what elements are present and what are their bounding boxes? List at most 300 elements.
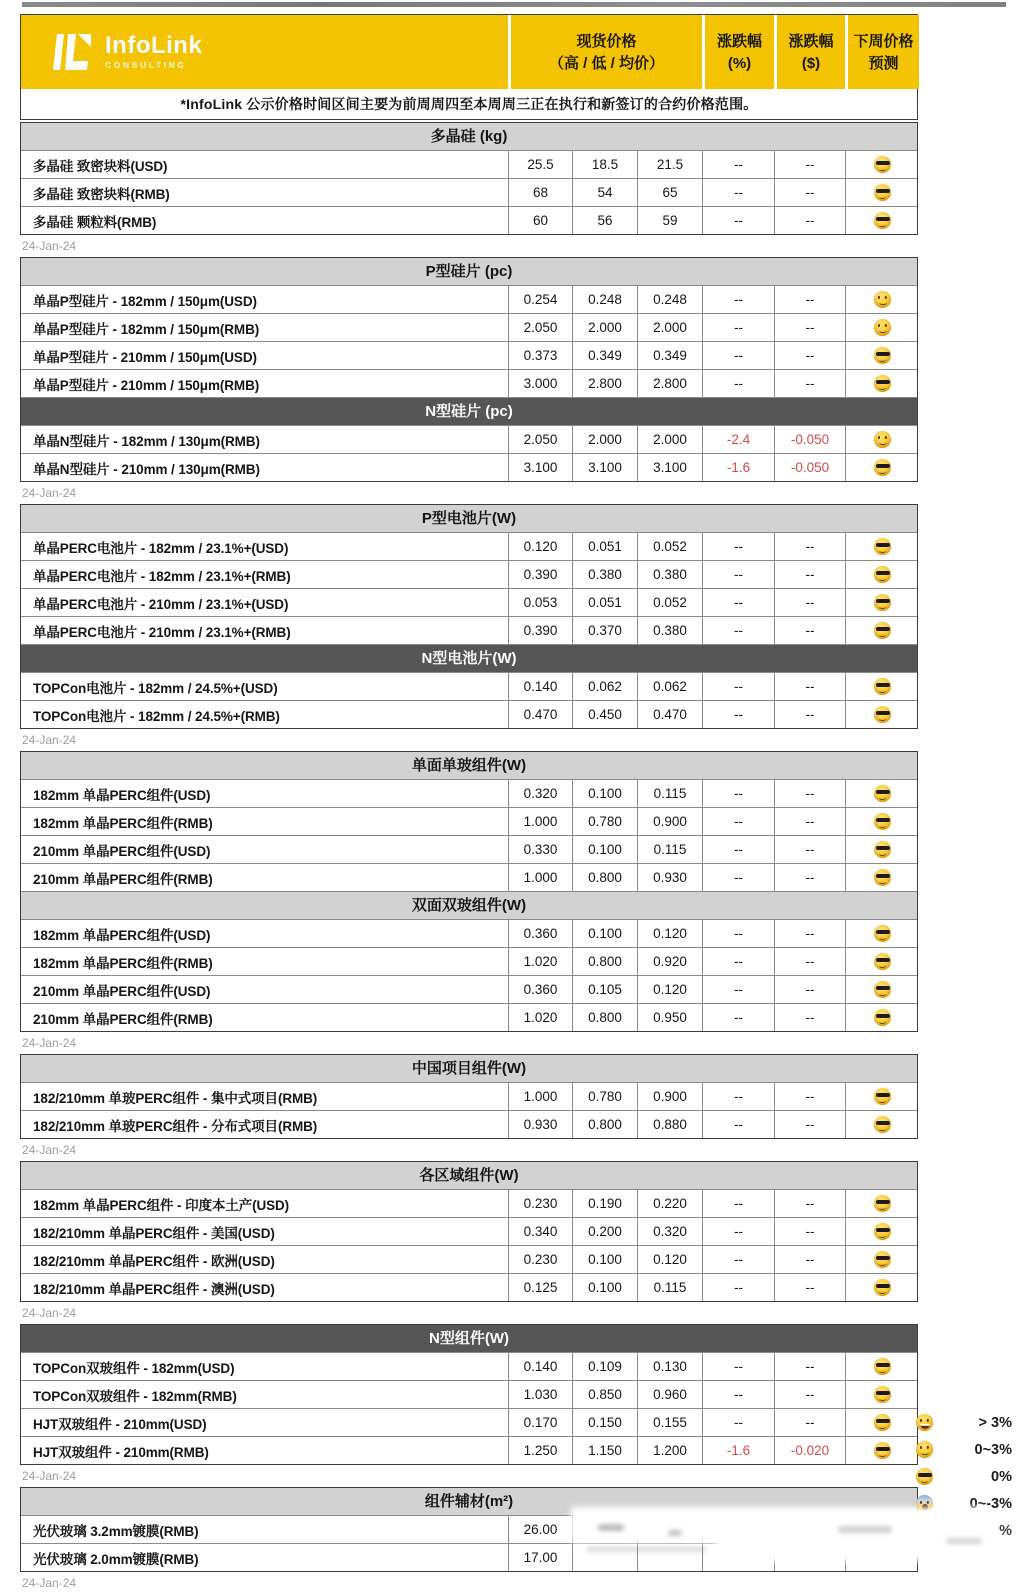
legend-label: 0% bbox=[991, 1468, 1012, 1485]
change-pct-cell: -1.6 bbox=[702, 1437, 774, 1464]
low-price-cell: 0.105 bbox=[572, 976, 637, 1003]
table-row bbox=[21, 1408, 917, 1436]
avg-price-cell: 21.5 bbox=[637, 151, 702, 178]
table-row bbox=[21, 1082, 917, 1110]
brand-name: InfoLink bbox=[105, 32, 203, 60]
forecast-cell bbox=[845, 179, 919, 206]
sunglasses-face-icon bbox=[874, 1279, 891, 1296]
low-price-cell: 0.380 bbox=[572, 561, 637, 588]
forecast-cell bbox=[845, 1218, 919, 1245]
brand-subtitle: CONSULTING bbox=[105, 60, 187, 71]
avg-price-cell: 0.120 bbox=[637, 920, 702, 947]
forecast-cell bbox=[845, 617, 919, 644]
change-abs-cell: -- bbox=[774, 286, 845, 313]
avg-price-cell: 0.380 bbox=[637, 617, 702, 644]
product-name-cell: 182/210mm 单玻PERC组件 - 分布式项目(RMB) bbox=[33, 1118, 318, 1134]
sunglasses-face-icon bbox=[874, 566, 891, 583]
section-header: 中国项目组件(W) bbox=[21, 1055, 917, 1082]
table-row bbox=[21, 779, 917, 807]
low-price-cell: 0.062 bbox=[572, 673, 637, 700]
low-price-cell: 1.150 bbox=[572, 1437, 637, 1464]
low-price-cell: 0.800 bbox=[572, 948, 637, 975]
change-abs-cell: -- bbox=[774, 1083, 845, 1110]
date-stamp: 24-Jan-24 bbox=[22, 733, 77, 747]
product-name-cell: 单晶PERC电池片 - 182mm / 23.1%+(USD) bbox=[33, 540, 289, 556]
low-price-cell: 18.5 bbox=[572, 151, 637, 178]
product-name-cell: TOPCon双玻组件 - 182mm(USD) bbox=[33, 1360, 235, 1376]
high-price-cell: 0.140 bbox=[508, 673, 572, 700]
product-name-cell: 182/210mm 单晶PERC组件 - 美国(USD) bbox=[33, 1225, 275, 1241]
change-abs-cell: -- bbox=[774, 864, 845, 891]
avg-price-cell: 0.920 bbox=[637, 948, 702, 975]
avg-price-cell: 0.950 bbox=[637, 1004, 702, 1031]
change-pct-cell: -- bbox=[702, 1190, 774, 1217]
smile-face-icon bbox=[874, 291, 891, 308]
section-header: N型电池片(W) bbox=[21, 644, 917, 672]
smile-face-icon bbox=[874, 431, 891, 448]
price-period-note: *InfoLink 公示价格时间区间主要为前周周四至本周周三正在执行和新签订的合约价格范围。 bbox=[21, 89, 917, 119]
change-pct-cell: -1.6 bbox=[702, 454, 774, 481]
product-name-cell: 210mm 单晶PERC组件(USD) bbox=[33, 843, 211, 859]
smile-face-icon bbox=[874, 319, 891, 336]
forecast-cell bbox=[845, 1353, 919, 1380]
avg-price-cell: 0.052 bbox=[637, 589, 702, 616]
product-name-cell: 210mm 单晶PERC组件(USD) bbox=[33, 983, 211, 999]
date-stamp: 24-Jan-24 bbox=[22, 1143, 77, 1157]
avg-price-cell: 1.200 bbox=[637, 1437, 702, 1464]
avg-price-cell: 59 bbox=[637, 207, 702, 234]
table-row bbox=[21, 425, 917, 453]
change-pct-cell: -2.4 bbox=[702, 426, 774, 453]
change-pct-cell: -- bbox=[702, 780, 774, 807]
high-price-cell: 0.390 bbox=[508, 617, 572, 644]
forecast-cell bbox=[845, 561, 919, 588]
sunglasses-face-icon bbox=[874, 347, 891, 364]
change-pct-cell: -- bbox=[702, 561, 774, 588]
low-price-cell: 0.100 bbox=[572, 836, 637, 863]
high-price-cell: 1.000 bbox=[508, 808, 572, 835]
product-name-cell: 光伏玻璃 3.2mm镀膜(RMB) bbox=[33, 1523, 199, 1539]
table-row bbox=[21, 532, 917, 560]
change-abs-cell: -- bbox=[774, 808, 845, 835]
change-pct-cell: -- bbox=[702, 286, 774, 313]
low-price-cell: 0.190 bbox=[572, 1190, 637, 1217]
high-price-cell: 0.360 bbox=[508, 920, 572, 947]
product-name-cell: 182mm 单晶PERC组件(USD) bbox=[33, 787, 211, 803]
change-pct-cell: -- bbox=[702, 1409, 774, 1436]
change-abs-cell: -- bbox=[774, 617, 845, 644]
sunglasses-face-icon bbox=[916, 1468, 933, 1485]
change-pct-cell: -- bbox=[702, 1004, 774, 1031]
sunglasses-face-icon bbox=[874, 1414, 891, 1431]
low-price-cell: 3.100 bbox=[572, 454, 637, 481]
change-abs-cell: -- bbox=[774, 948, 845, 975]
avg-price-cell: 0.052 bbox=[637, 533, 702, 560]
price-table bbox=[20, 504, 918, 729]
avg-price-cell: 0.900 bbox=[637, 808, 702, 835]
sunglasses-face-icon bbox=[874, 1195, 891, 1212]
change-pct-cell: -- bbox=[702, 533, 774, 560]
forecast-cell bbox=[845, 673, 919, 700]
high-price-cell: 3.100 bbox=[508, 454, 572, 481]
forecast-cell bbox=[845, 808, 919, 835]
avg-price-cell: 0.115 bbox=[637, 1274, 702, 1301]
sunglasses-face-icon bbox=[874, 1009, 891, 1026]
high-price-cell: 0.320 bbox=[508, 780, 572, 807]
forecast-cell bbox=[845, 151, 919, 178]
product-name-cell: 光伏玻璃 2.0mm镀膜(RMB) bbox=[33, 1551, 199, 1567]
product-name-cell: 单晶PERC电池片 - 182mm / 23.1%+(RMB) bbox=[33, 568, 291, 584]
change-pct-cell: -- bbox=[702, 207, 774, 234]
change-pct-title: 涨跌幅 bbox=[716, 32, 762, 50]
product-name-cell: TOPCon电池片 - 182mm / 24.5%+(USD) bbox=[33, 680, 278, 696]
section-header: 双面双玻组件(W) bbox=[21, 891, 917, 919]
table-row bbox=[21, 835, 917, 863]
forecast-cell bbox=[845, 342, 919, 369]
low-price-cell: 0.800 bbox=[572, 1111, 637, 1138]
change-abs-cell: -- bbox=[774, 589, 845, 616]
header-row bbox=[21, 15, 917, 89]
sunglasses-face-icon bbox=[874, 1116, 891, 1133]
sunglasses-face-icon bbox=[874, 459, 891, 476]
legend-label: > 3% bbox=[978, 1414, 1012, 1431]
forecast-cell bbox=[845, 701, 919, 728]
sunglasses-face-icon bbox=[874, 184, 891, 201]
product-name-cell: 单晶P型硅片 - 210mm / 150μm(RMB) bbox=[33, 377, 260, 393]
product-name-cell: 182mm 单晶PERC组件 - 印度本土产(USD) bbox=[33, 1197, 290, 1213]
change-abs-unit: ($) bbox=[801, 54, 821, 72]
change-pct-cell: -- bbox=[702, 1218, 774, 1245]
sunglasses-face-icon bbox=[874, 706, 891, 723]
change-abs-cell: -- bbox=[774, 1218, 845, 1245]
section-header: 各区域组件(W) bbox=[21, 1162, 917, 1189]
change-pct-cell: -- bbox=[702, 589, 774, 616]
forecast-cell bbox=[845, 533, 919, 560]
forecast-cell bbox=[845, 920, 919, 947]
section-header: 多晶硅 (kg) bbox=[21, 123, 917, 150]
change-pct-cell: -- bbox=[702, 1083, 774, 1110]
forecast-cell bbox=[845, 1381, 919, 1408]
change-abs-cell: -- bbox=[774, 673, 845, 700]
watermark-smudge bbox=[586, 1547, 706, 1552]
high-price-cell: 1.030 bbox=[508, 1381, 572, 1408]
change-abs-cell: -- bbox=[774, 701, 845, 728]
sunglasses-face-icon bbox=[874, 953, 891, 970]
section-header: 组件辅材(m²) bbox=[21, 1488, 917, 1515]
low-price-cell: 56 bbox=[572, 207, 637, 234]
low-price-cell: 0.450 bbox=[572, 701, 637, 728]
smile-face-icon bbox=[916, 1441, 933, 1458]
avg-price-cell: 0.115 bbox=[637, 836, 702, 863]
table-row bbox=[21, 313, 917, 341]
table-row bbox=[21, 1273, 917, 1301]
high-price-cell: 0.360 bbox=[508, 976, 572, 1003]
watermark-smudge bbox=[838, 1526, 892, 1533]
change-abs-cell: -- bbox=[774, 533, 845, 560]
forecast-cell bbox=[845, 1409, 919, 1436]
change-pct-cell: -- bbox=[702, 976, 774, 1003]
table-row bbox=[21, 150, 917, 178]
product-name-cell: 单晶P型硅片 - 210mm / 150μm(USD) bbox=[33, 349, 257, 365]
change-abs-cell: -- bbox=[774, 1190, 845, 1217]
table-row bbox=[21, 285, 917, 313]
product-name-cell: HJT双玻组件 - 210mm(RMB) bbox=[33, 1444, 209, 1460]
avg-price-cell: 0.349 bbox=[637, 342, 702, 369]
forecast-cell bbox=[845, 836, 919, 863]
change-abs-cell: -- bbox=[774, 342, 845, 369]
sunglasses-face-icon bbox=[874, 813, 891, 830]
avg-price-cell: 0.880 bbox=[637, 1111, 702, 1138]
price-table bbox=[20, 751, 918, 1032]
sunglasses-face-icon bbox=[874, 1386, 891, 1403]
table-row bbox=[21, 453, 917, 481]
change-abs-cell: -- bbox=[774, 1246, 845, 1273]
change-abs-cell: -0.050 bbox=[774, 426, 845, 453]
table-row bbox=[21, 672, 917, 700]
price-sections bbox=[20, 122, 918, 1594]
sunglasses-face-icon bbox=[874, 841, 891, 858]
date-stamp: 24-Jan-24 bbox=[22, 1036, 77, 1050]
high-price-cell: 2.050 bbox=[508, 314, 572, 341]
sunglasses-face-icon bbox=[874, 785, 891, 802]
avg-price-cell: 0.115 bbox=[637, 780, 702, 807]
change-abs-cell: -- bbox=[774, 920, 845, 947]
watermark-smudge bbox=[946, 1538, 982, 1544]
low-price-cell: 0.800 bbox=[572, 864, 637, 891]
infolink-logo-icon bbox=[47, 31, 93, 73]
avg-price-cell: 3.100 bbox=[637, 454, 702, 481]
sunglasses-face-icon bbox=[874, 375, 891, 392]
avg-price-cell: 0.470 bbox=[637, 701, 702, 728]
avg-price-cell: 2.000 bbox=[637, 426, 702, 453]
legend-item bbox=[916, 1409, 1012, 1436]
change-abs-cell: -- bbox=[774, 561, 845, 588]
forecast-cell bbox=[845, 1274, 919, 1301]
product-name-cell: 单晶P型硅片 - 182mm / 150μm(USD) bbox=[33, 293, 257, 309]
product-name-cell: 210mm 单晶PERC组件(RMB) bbox=[33, 1011, 213, 1027]
avg-price-cell: 0.062 bbox=[637, 673, 702, 700]
change-abs-cell: -- bbox=[774, 1381, 845, 1408]
change-pct-cell: -- bbox=[702, 1246, 774, 1273]
change-abs-cell: -- bbox=[774, 207, 845, 234]
high-price-cell: 25.5 bbox=[508, 151, 572, 178]
avg-price-cell: 0.320 bbox=[637, 1218, 702, 1245]
high-price-cell: 60 bbox=[508, 207, 572, 234]
high-price-cell: 0.120 bbox=[508, 533, 572, 560]
low-price-cell: 0.109 bbox=[572, 1353, 637, 1380]
scan-edge-strip bbox=[22, 2, 1006, 7]
change-pct-cell: -- bbox=[702, 808, 774, 835]
avg-price-cell: 0.120 bbox=[637, 1246, 702, 1273]
avg-price-cell: 0.130 bbox=[637, 1353, 702, 1380]
forecast-cell bbox=[845, 314, 919, 341]
high-price-cell: 1.000 bbox=[508, 1083, 572, 1110]
change-pct-cell: -- bbox=[702, 948, 774, 975]
change-abs-cell: -- bbox=[774, 179, 845, 206]
table-row bbox=[21, 1110, 917, 1138]
report-header bbox=[20, 14, 918, 120]
high-price-cell: 0.330 bbox=[508, 836, 572, 863]
change-abs-title: 涨跌幅 bbox=[788, 32, 834, 50]
low-price-cell: 0.051 bbox=[572, 533, 637, 560]
avg-price-cell: 0.248 bbox=[637, 286, 702, 313]
high-price-cell: 1.020 bbox=[508, 1004, 572, 1031]
spot-price-title: 现货价格 bbox=[576, 32, 637, 50]
sunglasses-face-icon bbox=[874, 869, 891, 886]
table-row bbox=[21, 560, 917, 588]
change-pct-cell: -- bbox=[702, 342, 774, 369]
high-price-cell: 0.373 bbox=[508, 342, 572, 369]
high-price-cell: 0.125 bbox=[508, 1274, 572, 1301]
change-pct-cell: -- bbox=[702, 701, 774, 728]
change-abs-cell: -- bbox=[774, 370, 845, 397]
table-row bbox=[21, 616, 917, 644]
high-price-cell: 1.250 bbox=[508, 1437, 572, 1464]
change-abs-cell: -- bbox=[774, 1111, 845, 1138]
product-name-cell: 单晶PERC电池片 - 210mm / 23.1%+(USD) bbox=[33, 596, 289, 612]
avg-price-cell: 0.960 bbox=[637, 1381, 702, 1408]
watermark-smudge bbox=[598, 1524, 624, 1531]
low-price-cell: 0.850 bbox=[572, 1381, 637, 1408]
high-price-cell: 0.340 bbox=[508, 1218, 572, 1245]
legend-label: % bbox=[999, 1522, 1012, 1539]
section-header: P型硅片 (pc) bbox=[21, 258, 917, 285]
forecast-cell bbox=[845, 780, 919, 807]
high-price-cell: 0.390 bbox=[508, 561, 572, 588]
table-row bbox=[21, 975, 917, 1003]
product-name-cell: 182/210mm 单晶PERC组件 - 欧洲(USD) bbox=[33, 1253, 275, 1269]
scream-face-icon bbox=[916, 1495, 933, 1512]
product-name-cell: 单晶PERC电池片 - 210mm / 23.1%+(RMB) bbox=[33, 624, 291, 640]
price-table bbox=[20, 122, 918, 235]
change-abs-cell: -- bbox=[774, 151, 845, 178]
forecast-cell bbox=[845, 948, 919, 975]
change-pct-cell: -- bbox=[702, 370, 774, 397]
change-abs-cell: -- bbox=[774, 780, 845, 807]
low-price-cell: 0.100 bbox=[572, 1274, 637, 1301]
low-price-cell: 2.000 bbox=[572, 314, 637, 341]
table-row bbox=[21, 1245, 917, 1273]
high-price-cell: 0.230 bbox=[508, 1246, 572, 1273]
date-stamp: 24-Jan-24 bbox=[22, 239, 77, 253]
avg-price-cell: 0.900 bbox=[637, 1083, 702, 1110]
change-abs-cell: -- bbox=[774, 836, 845, 863]
product-name-cell: 单晶N型硅片 - 182mm / 130μm(RMB) bbox=[33, 433, 260, 449]
forecast-cell bbox=[845, 1246, 919, 1273]
forecast-cell bbox=[845, 976, 919, 1003]
sunglasses-face-icon bbox=[874, 1358, 891, 1375]
high-price-cell: 2.050 bbox=[508, 426, 572, 453]
high-price-cell: 68 bbox=[508, 179, 572, 206]
forecast-cell bbox=[845, 454, 919, 481]
sunglasses-face-icon bbox=[874, 1223, 891, 1240]
high-price-cell: 1.020 bbox=[508, 948, 572, 975]
high-price-cell: 0.170 bbox=[508, 1409, 572, 1436]
product-name-cell: TOPCon双玻组件 - 182mm(RMB) bbox=[33, 1388, 237, 1404]
table-row bbox=[21, 1003, 917, 1031]
price-table bbox=[20, 1324, 918, 1465]
price-table bbox=[20, 1161, 918, 1302]
sunglasses-face-icon bbox=[874, 1088, 891, 1105]
product-name-cell: 多晶硅 致密块料(USD) bbox=[33, 158, 168, 174]
product-name-cell: 210mm 单晶PERC组件(RMB) bbox=[33, 871, 213, 887]
column-header-change-abs bbox=[774, 15, 845, 89]
spot-price-subtitle: （高 / 低 / 均价） bbox=[548, 54, 664, 72]
product-name-cell: 单晶N型硅片 - 210mm / 130μm(RMB) bbox=[33, 461, 260, 477]
table-row bbox=[21, 863, 917, 891]
table-row bbox=[21, 341, 917, 369]
forecast-cell bbox=[845, 1083, 919, 1110]
column-header-spot-price bbox=[508, 15, 702, 89]
product-name-cell: HJT双玻组件 - 210mm(USD) bbox=[33, 1416, 207, 1432]
high-price-cell: 0.053 bbox=[508, 589, 572, 616]
table-row bbox=[21, 1436, 917, 1464]
high-price-cell: 0.230 bbox=[508, 1190, 572, 1217]
high-price-cell: 0.470 bbox=[508, 701, 572, 728]
low-price-cell: 0.370 bbox=[572, 617, 637, 644]
date-stamp: 24-Jan-24 bbox=[22, 1576, 77, 1590]
avg-price-cell: 0.155 bbox=[637, 1409, 702, 1436]
legend-item bbox=[916, 1436, 1012, 1463]
forecast-cell bbox=[845, 1190, 919, 1217]
low-price-cell: 2.000 bbox=[572, 426, 637, 453]
avg-price-cell: 0.220 bbox=[637, 1190, 702, 1217]
change-abs-cell: -- bbox=[774, 1409, 845, 1436]
change-abs-cell: -0.020 bbox=[774, 1437, 845, 1464]
low-price-cell: 0.100 bbox=[572, 780, 637, 807]
change-abs-cell: -- bbox=[774, 1353, 845, 1380]
high-price-cell: 26.00 bbox=[508, 1516, 572, 1543]
table-row bbox=[21, 1352, 917, 1380]
product-name-cell: 182mm 单晶PERC组件(RMB) bbox=[33, 955, 213, 971]
avg-price-cell: 0.120 bbox=[637, 976, 702, 1003]
sunglasses-face-icon bbox=[874, 981, 891, 998]
product-name-cell: 多晶硅 致密块料(RMB) bbox=[33, 186, 170, 202]
low-price-cell: 2.800 bbox=[572, 370, 637, 397]
table-row bbox=[21, 919, 917, 947]
date-stamp: 24-Jan-24 bbox=[22, 486, 77, 500]
avg-price-cell: 2.000 bbox=[637, 314, 702, 341]
change-abs-cell: -- bbox=[774, 314, 845, 341]
high-price-cell: 17.00 bbox=[508, 1544, 572, 1571]
watermark-smudge bbox=[668, 1530, 682, 1536]
forecast-title-line2: 预测 bbox=[868, 54, 899, 72]
low-price-cell: 0.349 bbox=[572, 342, 637, 369]
price-table bbox=[20, 1054, 918, 1139]
grin-face-icon bbox=[916, 1414, 933, 1431]
high-price-cell: 0.140 bbox=[508, 1353, 572, 1380]
forecast-cell bbox=[845, 589, 919, 616]
price-table bbox=[20, 257, 918, 482]
change-abs-cell: -0.050 bbox=[774, 454, 845, 481]
forecast-cell bbox=[845, 370, 919, 397]
product-name-cell: 多晶硅 颗粒料(RMB) bbox=[33, 214, 157, 230]
change-abs-cell: -- bbox=[774, 1004, 845, 1031]
column-header-change-pct bbox=[702, 15, 774, 89]
change-pct-cell: -- bbox=[702, 1111, 774, 1138]
date-stamp: 24-Jan-24 bbox=[22, 1306, 77, 1320]
sunglasses-face-icon bbox=[874, 678, 891, 695]
product-name-cell: 182mm 单晶PERC组件(USD) bbox=[33, 927, 211, 943]
brand-wordmark bbox=[105, 34, 202, 70]
low-price-cell: 0.800 bbox=[572, 1004, 637, 1031]
avg-price-cell: 0.930 bbox=[637, 864, 702, 891]
section-header: P型电池片(W) bbox=[21, 505, 917, 532]
table-row bbox=[21, 1380, 917, 1408]
change-pct-cell: -- bbox=[702, 1381, 774, 1408]
section-header: 单面单玻组件(W) bbox=[21, 752, 917, 779]
high-price-cell: 1.000 bbox=[508, 864, 572, 891]
